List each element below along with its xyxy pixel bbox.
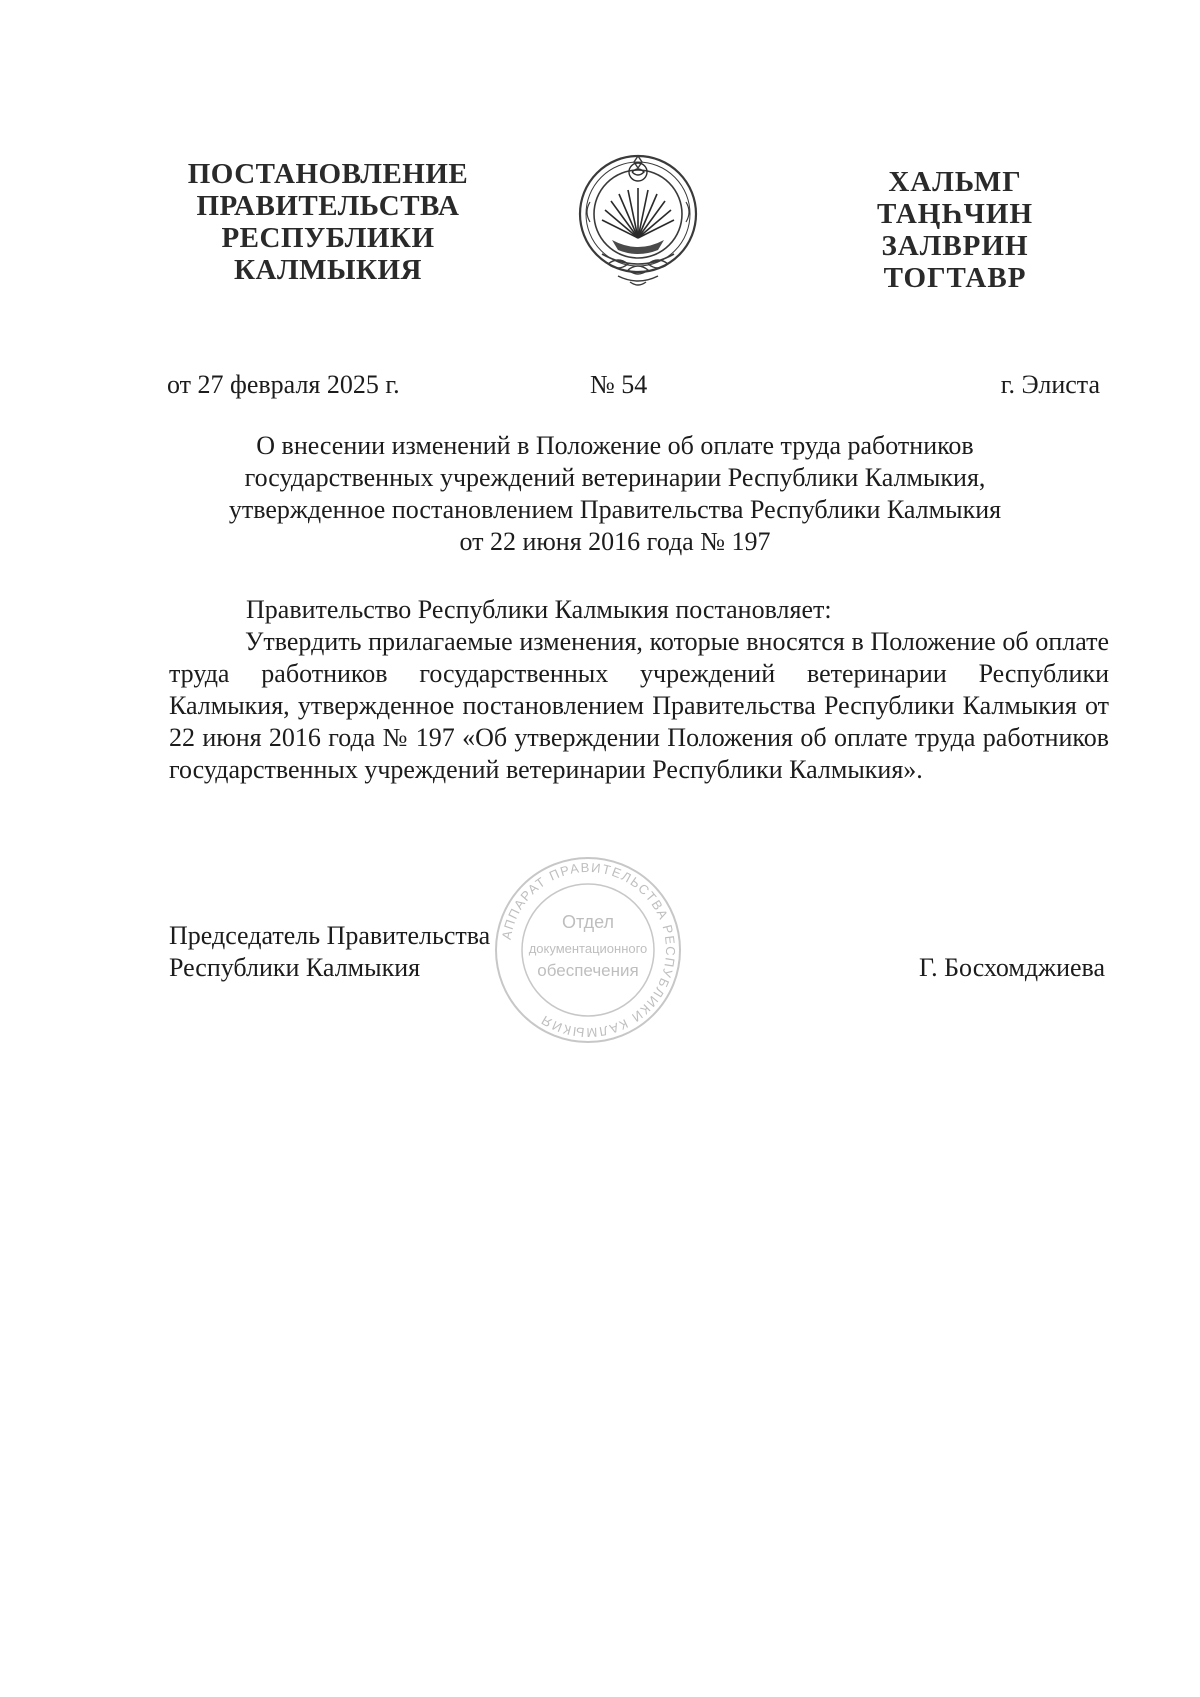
heading-line: ПРАВИТЕЛЬСТВА	[196, 190, 460, 222]
stamp-center-line: обеспечения	[537, 961, 639, 980]
stamp-center-line: документационного	[528, 941, 648, 956]
signatory-position	[169, 920, 490, 984]
heading-line: РЕСПУБЛИКИ	[221, 222, 435, 254]
issuer-heading-russian	[178, 158, 478, 286]
kalmykia-coat-of-arms-icon	[572, 142, 704, 292]
signatory-line: Республики Калмыкия	[169, 953, 421, 982]
issuer-heading-kalmyk	[860, 166, 1050, 294]
stamp-ring-text: АППАРАТ ПРАВИТЕЛЬСТВА РЕСПУБЛИКИ КАЛМЫКИЯ	[498, 859, 679, 1041]
heading-line: ТОГТАВР	[883, 262, 1027, 294]
heading-line: КАЛМЫКИЯ	[234, 254, 422, 286]
heading-line: ТАҢҺЧИН	[876, 198, 1034, 230]
document-title	[150, 430, 1080, 558]
document-city: г. Элиста	[1000, 370, 1100, 399]
title-line: О внесении изменений в Положение об оплате труда работников	[256, 431, 974, 460]
heading-line: ЗАЛВРИН	[881, 230, 1029, 262]
resolution-body: Утвердить прилагаемые изменения, которые вносятся в Положение об оплате труда работников государственных учреждений ветеринарии Республики Калмыкия, утвержденное постановлением Правительства Республики Калмыкия от 22 июня 2016 года № 197 «Об утверждении Положения об оплате труда работников государственных учреждений ветеринарии Республики Калмыкия».	[169, 627, 1109, 784]
title-line: от 22 июня 2016 года № 197	[459, 527, 771, 556]
preamble: Правительство Республики Калмыкия постановляет:	[246, 595, 832, 624]
document-number: № 54	[590, 370, 648, 399]
signatory-line: Председатель Правительства	[169, 921, 491, 950]
title-line: утвержденное постановлением Правительства Республики Калмыкия	[228, 495, 1002, 524]
signer-name: Г. Босхомджиева	[919, 953, 1105, 982]
heading-line: ХАЛЬМГ	[888, 166, 1022, 198]
office-stamp	[488, 850, 688, 1050]
title-line: государственных учреждений ветеринарии Республики Калмыкия,	[244, 463, 986, 492]
document-date: от 27 февраля 2025 г.	[167, 370, 400, 399]
stamp-center-line: Отдел	[561, 912, 615, 932]
heading-line: ПОСТАНОВЛЕНИЕ	[187, 158, 469, 190]
